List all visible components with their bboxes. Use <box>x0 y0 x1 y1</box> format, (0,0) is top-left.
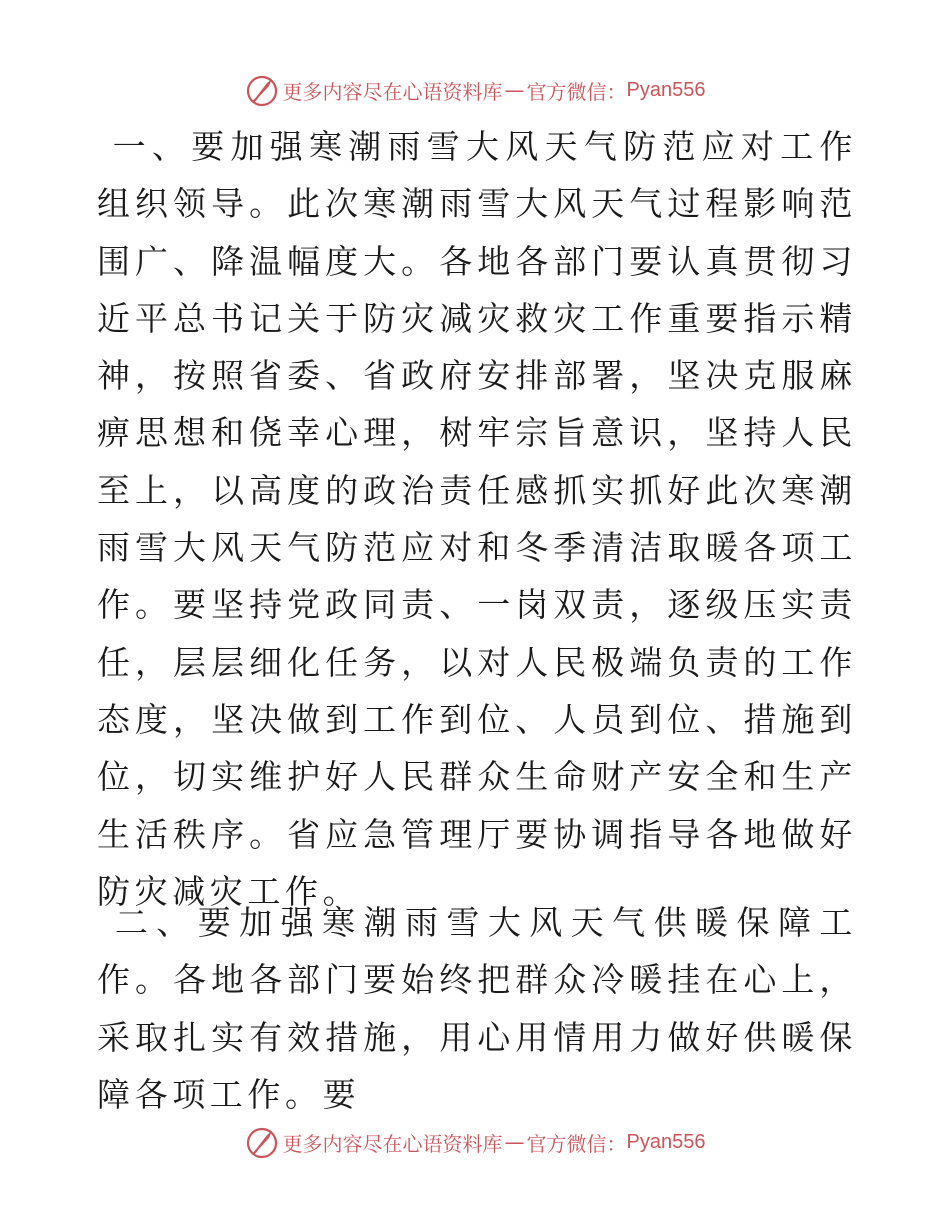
paragraph-1 <box>97 118 857 920</box>
watermark-contact-label: 官方微信： <box>526 79 627 104</box>
watermark-dash: — <box>504 78 525 102</box>
watermark-contact-label: 官方微信： <box>526 1131 627 1156</box>
header-watermark <box>0 70 950 110</box>
quill-pen-circle-icon <box>245 1125 279 1159</box>
paragraph-1-text: 一、要加强寒潮雨雪大风天气防范应对工作组织领导。此次寒潮雨雪大风天气过程影响范围广、降温幅度大。各地各部门要认真贯彻习近平总书记关于防灾减灾救灾工作重要指示精神，按照省委、省政府安排部署，坚决克服麻痹思想和侥幸心理，树牢宗旨意识，坚持人民至上，以高度的政治责任感抓实抓好此次寒潮雨雪大风天气防范应对和冬季清洁取暖各项工作。要坚持党政同责、一岗双责，逐级压实责任，层层细化任务，以对人民极端负责的工作态度，坚决做到工作到位、人员到位、措施到位，切实维护好人民群众生命财产安全和生产生活秩序。省应急管理厅要协调指导各地做好防灾减灾工作。 <box>97 127 857 911</box>
watermark-brand: 更多内容尽在心语资料库 <box>282 1131 503 1156</box>
footer-watermark <box>0 1122 950 1162</box>
watermark-dash: — <box>504 1130 525 1154</box>
watermark-handle: Pyan556 <box>626 78 706 101</box>
watermark-brand: 更多内容尽在心语资料库 <box>282 79 503 104</box>
watermark-handle: Pyan556 <box>626 1130 706 1153</box>
paragraph-2-text: 二、要加强寒潮雨雪大风天气供暖保障工作。各地各部门要始终把群众冷暖挂在心上，采取扎实有效措施，用心用情用力做好供暖保障各项工作。要 <box>97 903 857 1114</box>
quill-pen-circle-icon <box>245 73 279 107</box>
paragraph-2 <box>97 894 857 1123</box>
